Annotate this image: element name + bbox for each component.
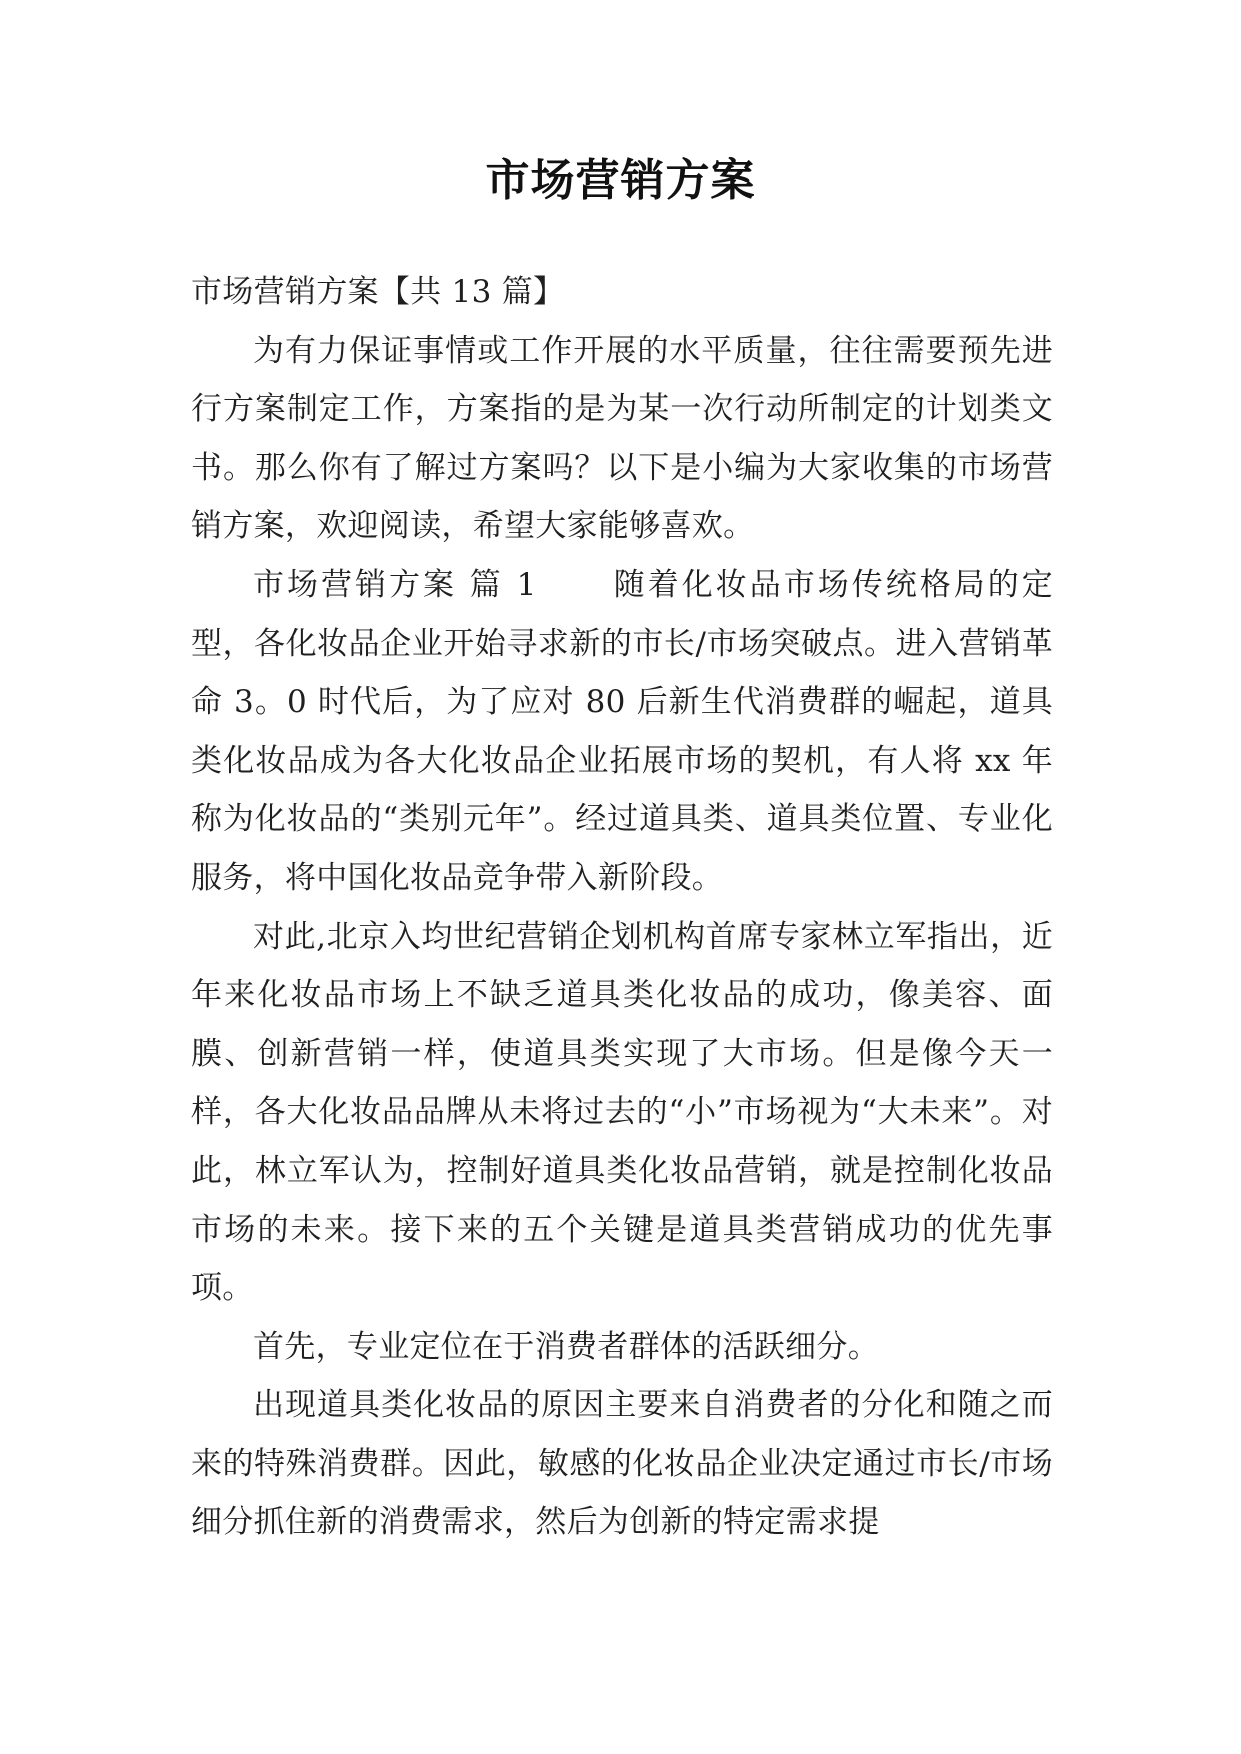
body-paragraph: 出现道具类化妆品的原因主要来自消费者的分化和随之而来的特殊消费群。因此，敏感的化妆品企业决定通过市长/市场细分抓住新的消费需求，然后为创新的特定需求提 [191,1387,1053,1541]
section-1-heading: 市场营销方案 篇 1 [253,566,537,603]
section-1-text: 随着化妆品市场传统格局的定型，各化妆品企业开始寻求新的市长/市场突破点。进入营销革命 3。0 时代后，为了应对 80 后新生代消费群的崛起，道具类化妆品成为各大化妆品企业拓展市场的契机，有人将 xx 年称为化妆品的“类别元年”。经过道具类、道具类位置、专业化服务，将中国化妆品竞争带入新阶段。 [191,566,1053,896]
document-body [191,263,1053,1552]
body-paragraph: 对此,北京入均世纪营销企划机构首席专家林立军指出，近年来化妆品市场上不缺乏道具类化妆品的成功，像美容、面膜、创新营销一样，使道具类实现了大市场。但是像今天一样，各大化妆品品牌从未将过去的“小”市场视为“大未来”。对此，林立军认为，控制好道具类化妆品营销，就是控制化妆品市场的未来。接下来的五个关键是道具类营销成功的优先事项。 [191,918,1053,1307]
document-title: 市场营销方案 [485,155,756,206]
document-subtitle: 市场营销方案【共 13 篇】 [191,274,565,310]
intro-paragraph: 为有力保证事情或工作开展的水平质量，往往需要预先进行方案制定工作，方案指的是为某一次行动所制定的计划类文书。那么你有了解过方案吗？以下是小编为大家收集的市场营销方案，欢迎阅读，希望大家能够喜欢。 [191,332,1053,545]
section-1-paragraph [191,556,1053,908]
body-paragraph: 首先，专业定位在于消费者群体的活跃细分。 [253,1328,879,1365]
